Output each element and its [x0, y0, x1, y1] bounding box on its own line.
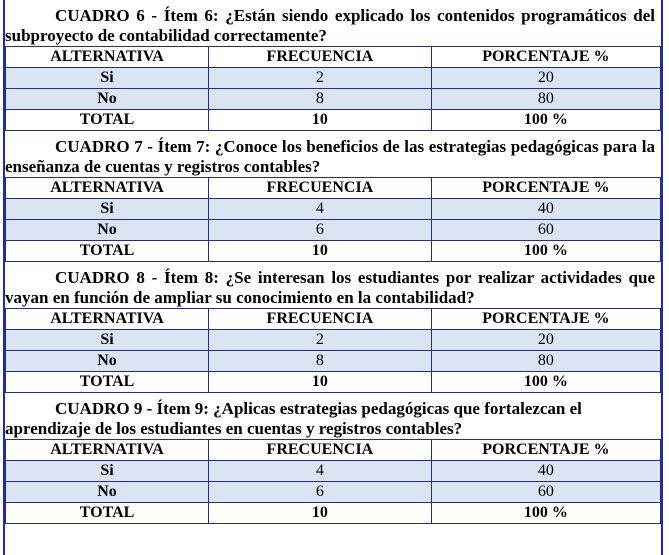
cuadro-9-title: CUADRO 9 - Ítem 9: ¿Aplicas estrategias pedagógicas que fortalezcan el aprendizaje de los estudiantes en cuentas y registros contables? [5, 399, 582, 438]
cuadro-6-table [5, 46, 661, 131]
table-total-row [6, 110, 661, 131]
cuadro-6-title: CUADRO 6 - Ítem 6: ¿Están siendo explicado los contenidos programáticos del subproyecto de contabilidad correctamente? [5, 6, 655, 45]
cuadro-7-title: CUADRO 7 - Ítem 7: ¿Conoce los beneficios de las estrategias pedagógicas para la enseñanza de cuentas y registros contables? [5, 137, 655, 176]
cell-porcentaje: 60 [431, 482, 660, 503]
header-alternativa: ALTERNATIVA [6, 440, 209, 461]
table-total-row [6, 372, 661, 393]
cell-total-frecuencia: 10 [209, 241, 432, 262]
table-row [6, 482, 661, 503]
cell-total-frecuencia: 10 [209, 503, 432, 524]
header-frecuencia: FRECUENCIA [209, 309, 432, 330]
cell-frecuencia: 8 [209, 351, 432, 372]
header-porcentaje: PORCENTAJE % [431, 178, 660, 199]
cell-frecuencia: 6 [209, 482, 432, 503]
cell-alternativa: No [6, 351, 209, 372]
cell-total-porcentaje: 100 % [431, 503, 660, 524]
header-frecuencia: FRECUENCIA [209, 178, 432, 199]
cell-porcentaje: 20 [431, 68, 660, 89]
cell-frecuencia: 4 [209, 461, 432, 482]
header-alternativa: ALTERNATIVA [6, 47, 209, 68]
table-header-row [6, 440, 661, 461]
cell-alternativa: No [6, 482, 209, 503]
cell-total-label: TOTAL [6, 503, 209, 524]
cell-total-label: TOTAL [6, 241, 209, 262]
cell-alternativa: Si [6, 68, 209, 89]
cell-frecuencia: 6 [209, 220, 432, 241]
cell-total-porcentaje: 100 % [431, 241, 660, 262]
table-header-row [6, 309, 661, 330]
table-header-row [6, 178, 661, 199]
cell-porcentaje: 60 [431, 220, 660, 241]
cell-frecuencia: 2 [209, 330, 432, 351]
cell-alternativa: Si [6, 461, 209, 482]
cell-total-porcentaje: 100 % [431, 372, 660, 393]
table-total-row [6, 241, 661, 262]
cell-porcentaje: 40 [431, 461, 660, 482]
header-alternativa: ALTERNATIVA [6, 309, 209, 330]
cell-frecuencia: 2 [209, 68, 432, 89]
header-alternativa: ALTERNATIVA [6, 178, 209, 199]
table-row [6, 68, 661, 89]
table-row [6, 351, 661, 372]
cell-porcentaje: 80 [431, 89, 660, 110]
header-frecuencia: FRECUENCIA [209, 440, 432, 461]
cell-porcentaje: 20 [431, 330, 660, 351]
cuadro-8-table [5, 308, 661, 393]
cell-frecuencia: 4 [209, 199, 432, 220]
cell-frecuencia: 8 [209, 89, 432, 110]
table-row [6, 89, 661, 110]
cell-total-porcentaje: 100 % [431, 110, 660, 131]
table-row [6, 461, 661, 482]
cell-total-frecuencia: 10 [209, 372, 432, 393]
table-row [6, 220, 661, 241]
header-porcentaje: PORCENTAJE % [431, 440, 660, 461]
table-header-row [6, 47, 661, 68]
cell-total-frecuencia: 10 [209, 110, 432, 131]
cuadro-7-table [5, 177, 661, 262]
cell-alternativa: Si [6, 199, 209, 220]
header-porcentaje: PORCENTAJE % [431, 309, 660, 330]
cuadro-9-table [5, 439, 661, 524]
table-row [6, 199, 661, 220]
header-porcentaje: PORCENTAJE % [431, 47, 660, 68]
cell-porcentaje: 40 [431, 199, 660, 220]
table-row [6, 330, 661, 351]
table-total-row [6, 503, 661, 524]
cell-alternativa: Si [6, 330, 209, 351]
cell-alternativa: No [6, 220, 209, 241]
document-page [3, 0, 663, 555]
cuadro-8-title: CUADRO 8 - Ítem 8: ¿Se interesan los estudiantes por realizar actividades que vayan en función de ampliar su conocimiento en la contabilidad? [5, 268, 655, 307]
cell-total-label: TOTAL [6, 110, 209, 131]
cell-total-label: TOTAL [6, 372, 209, 393]
header-frecuencia: FRECUENCIA [209, 47, 432, 68]
cell-alternativa: No [6, 89, 209, 110]
cell-porcentaje: 80 [431, 351, 660, 372]
